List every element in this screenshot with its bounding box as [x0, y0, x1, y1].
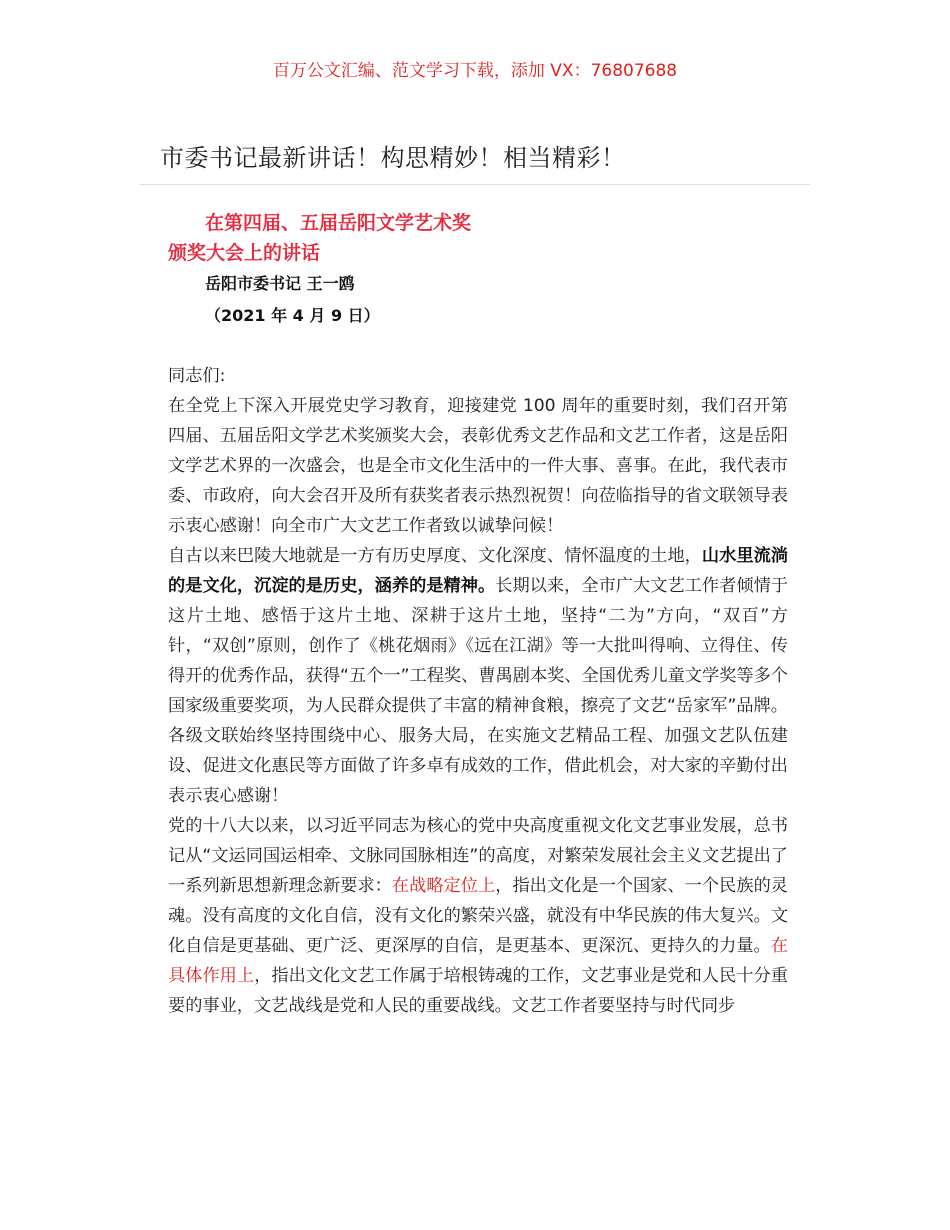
divider [140, 184, 810, 185]
paragraph-2-rest: 长期以来，全市广大文艺工作者倾情于这片土地、感悟于这片土地、深耕于这片土地，坚持“二为”方向，“双百”方针，“双创”原则，创作了《桃花烟雨》《远在江湖》等一大批叫得响、立得住、传得开的优秀作品，获得“五个一”工程奖、曹禺剧本奖、全国优秀儿童文学奖等多个国家级重要奖项，为人民群众提供了丰富的精神食粮，擦亮了文艺“岳家军”品牌。各级文联始终坚持围绕中心、服务大局，在实施文艺精品工程、加强文艺队伍建设、促进文化惠民等方面做了许多卓有成效的工作，借此机会，对大家的辛勤付出表示衷心感谢！ [168, 576, 788, 806]
paragraph-2 [168, 541, 788, 811]
paragraph-3 [168, 811, 788, 1021]
paragraph-2-emphasis: 山水里流淌的是文化，沉淀的是历史，涵养的是精神。 [168, 546, 788, 596]
promo-banner: 百万公文汇编、范文学习下载，添加 VX：76807688 [272, 61, 678, 81]
paragraph-1: 在全党上下深入开展党史学习教育，迎接建党 100 周年的重要时刻，我们召开第四届、五届岳阳文学艺术奖颁奖大会，表彰优秀文艺作品和文艺工作者，这是岳阳文学艺术界的一次盛会，也是全市文化生活中的一件大事、喜事。在此，我代表市委、市政府，向大会召开及所有获奖者表示热烈祝贺！向莅临指导的省文联领导表示衷心感谢！向全市广大文艺工作者致以诚挚问候！ [168, 396, 788, 536]
speech-title-line2: 颁奖大会上的讲话 [168, 242, 321, 264]
paragraph-3-highlight-1: 在战略定位上 [391, 876, 496, 896]
paragraph-3-rest: ，指出文化文艺工作属于培根铸魂的工作，文艺事业是党和人民十分重要的事业，文艺战线是党和人民的重要战线。文艺工作者要坚持与时代同步 [168, 966, 788, 1016]
greeting: 同志们: [168, 366, 226, 386]
speech-date: （2021 年 4 月 9 日） [205, 306, 380, 325]
speech-title-line1: 在第四届、五届岳阳文学艺术奖 [205, 212, 472, 234]
page-headline: 市委书记最新讲话！构思精妙！相当精彩！ [160, 144, 626, 172]
paragraph-3-intro: 党的十八大以来，以习近平同志为核心的党中央高度重视文化文艺事业发展，总书记从“文运同国运相牵、文脉同国脉相连”的高度，对繁荣发展社会主义文艺提出了一系列新思想新理念新要求： [168, 816, 788, 896]
speech-body [168, 361, 788, 1021]
paragraph-3-middle: ，指出文化是一个国家、一个民族的灵魂。没有高度的文化自信，没有文化的繁荣兴盛，就没有中华民族的伟大复兴。文化自信是更基础、更广泛、更深厚的自信，是更基本、更深沉、更持久的力量。 [168, 876, 788, 956]
paragraph-3-highlight-2: 在具体作用上 [168, 936, 788, 986]
speech-author: 岳阳市委书记 王一鸥 [205, 274, 355, 293]
paragraph-2-intro: 自古以来巴陵大地就是一方有历史厚度、文化深度、情怀温度的土地， [168, 546, 702, 566]
